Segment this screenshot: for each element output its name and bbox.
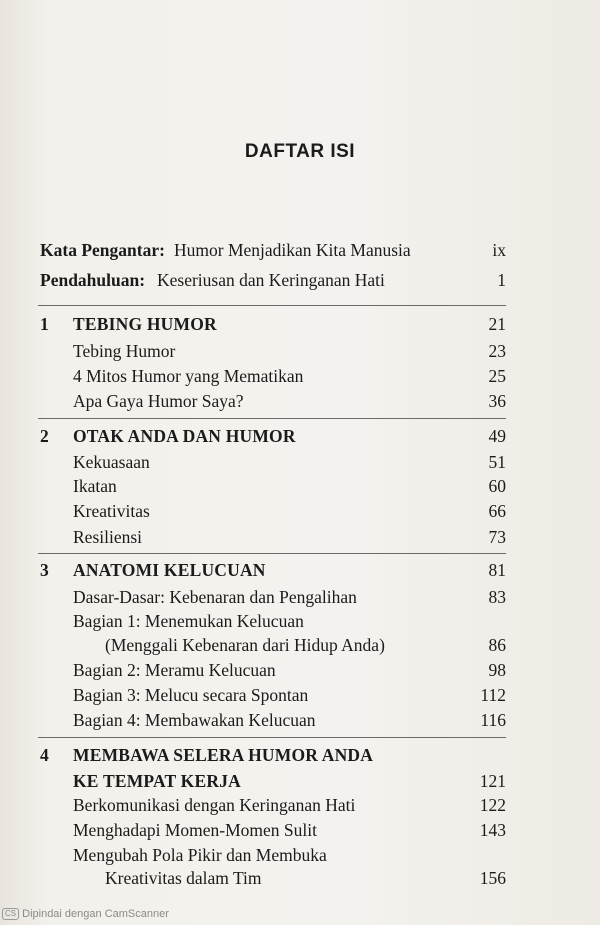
page-number: 51 [488, 452, 506, 472]
toc-entry-preface [0, 238, 600, 262]
chapter-title: MEMBAWA SELERA HUMOR ANDA [73, 745, 374, 765]
toc-item [0, 364, 600, 388]
entry-text: Keseriusan dan Keringanan Hati [157, 270, 385, 290]
chapter-number: 3 [40, 560, 49, 580]
chapter-heading-4 [0, 743, 600, 767]
watermark-text: Dipindai dengan CamScanner [22, 908, 169, 920]
page-number: 73 [488, 527, 506, 547]
item-text: 4 Mitos Humor yang Mematikan [73, 366, 304, 386]
page-number: 83 [488, 587, 506, 607]
toc-item [0, 499, 600, 523]
scanner-watermark [2, 906, 169, 922]
item-text: Kreativitas [73, 501, 150, 521]
chapter-title: ANATOMI KELUCUAN [73, 560, 266, 580]
item-text: Bagian 3: Melucu secara Spontan [73, 685, 309, 705]
chapter-heading-3 [0, 558, 600, 582]
item-text: Bagian 4: Membawakan Kelucuan [73, 710, 316, 730]
item-text: Ikatan [73, 476, 117, 496]
toc-item [0, 609, 600, 633]
chapter-heading-1 [0, 312, 600, 336]
page-number: 21 [488, 314, 506, 334]
toc-item-continuation [0, 633, 600, 657]
item-text: Menghadapi Momen-Momen Sulit [73, 820, 318, 840]
chapter-divider [38, 737, 506, 738]
page-number: 156 [479, 868, 506, 888]
page-number: 49 [488, 426, 506, 446]
page-number: 86 [488, 635, 506, 655]
item-text: Mengubah Pola Pikir dan Membuka [73, 845, 327, 865]
page-number: 98 [488, 660, 506, 680]
chapter-heading-2 [0, 424, 600, 448]
page-number: ix [492, 240, 506, 260]
page-number: 143 [479, 820, 506, 840]
item-text: Kekuasaan [73, 452, 150, 472]
chapter-title-continued: KE TEMPAT KERJA [73, 771, 241, 791]
toc-item [0, 450, 600, 474]
toc-item [0, 658, 600, 682]
page-number: 25 [488, 366, 506, 386]
item-text-continued: Kreativitas dalam Tim [105, 868, 262, 888]
item-text: Resiliensi [73, 527, 143, 547]
toc-item [0, 683, 600, 707]
chapter-title: TEBING HUMOR [73, 314, 217, 334]
page-number: 116 [480, 710, 506, 730]
chapter-number: 1 [40, 314, 49, 334]
page-number: 122 [479, 795, 506, 815]
item-text: Tebing Humor [73, 341, 176, 361]
toc-item [0, 818, 600, 842]
item-text: Bagian 1: Menemukan Kelucuan [73, 611, 304, 631]
entry-label: Kata Pengantar: [40, 240, 165, 260]
toc-title: DAFTAR ISI [244, 141, 356, 162]
item-text: Berkomunikasi dengan Keringanan Hati [73, 795, 356, 815]
page-number: 112 [480, 685, 506, 705]
chapter-divider [38, 553, 506, 554]
item-text: Apa Gaya Humor Saya? [73, 391, 244, 411]
entry-text: Humor Menjadikan Kita Manusia [174, 240, 411, 260]
page-number: 60 [488, 476, 506, 496]
toc-item [0, 708, 600, 732]
toc-item [0, 389, 600, 413]
chapter-divider [38, 305, 506, 306]
entry-label: Pendahuluan: [40, 270, 146, 290]
page-number: 66 [488, 501, 506, 521]
toc-item [0, 474, 600, 498]
chapter-number: 4 [40, 745, 49, 765]
item-text: Bagian 2: Meramu Kelucuan [73, 660, 276, 680]
chapter-title: OTAK ANDA DAN HUMOR [73, 426, 296, 446]
page-number: 36 [488, 391, 506, 411]
toc-item-continuation [0, 866, 600, 890]
toc-item [0, 585, 600, 609]
item-text: Dasar-Dasar: Kebenaran dan Pengalihan [73, 587, 357, 607]
page-number: 81 [488, 560, 506, 580]
item-text-continued: (Menggali Kebenaran dari Hidup Anda) [105, 635, 385, 655]
chapter-heading-4-continuation [0, 769, 600, 793]
toc-item [0, 793, 600, 817]
page-number: 1 [497, 270, 506, 290]
toc-item [0, 843, 600, 867]
chapter-number: 2 [40, 426, 49, 446]
camscanner-logo-icon: CS [2, 908, 19, 920]
toc-item [0, 525, 600, 549]
page-number: 23 [488, 341, 506, 361]
toc-entry-introduction [0, 268, 600, 292]
toc-item [0, 339, 600, 363]
chapter-divider [38, 418, 506, 419]
page-number: 121 [479, 771, 506, 791]
